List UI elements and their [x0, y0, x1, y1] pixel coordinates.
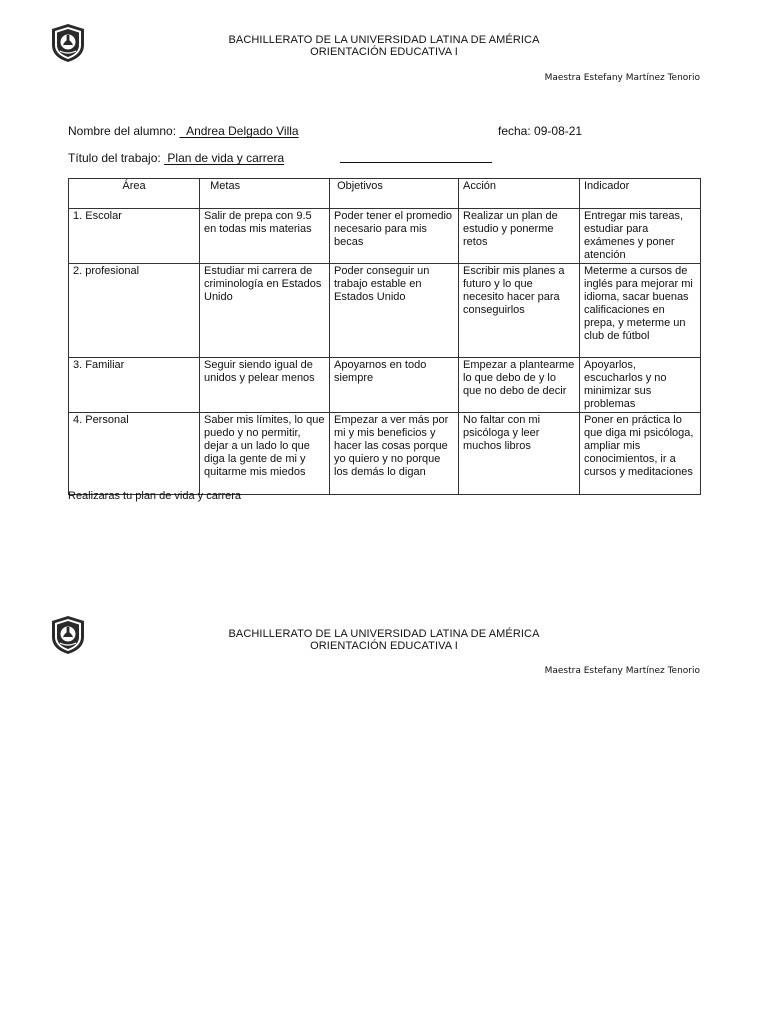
table-cell: Seguir siendo igual de unidos y pelear menos [200, 358, 330, 413]
table-cell: Escribir mis planes a futuro y lo que necesito hacer para conseguirlos [459, 264, 580, 358]
school-title: BACHILLERATO DE LA UNIVERSIDAD LATINA DE AMÉRICA [228, 628, 540, 640]
header-accion: Acción [459, 179, 580, 209]
header-indicador: Indicador [580, 179, 701, 209]
table-cell: 1. Escolar [69, 209, 200, 264]
work-title-label: Título del trabajo: [68, 151, 161, 165]
table-cell: Meterme a cursos de inglés para mejorar mi idioma, sacar buenas calificaciones en prepa, y meterme un club de fútbol [580, 264, 701, 358]
student-name-value: Andrea Delgado Villa [186, 124, 299, 138]
teacher-name: Maestra Estefany Martínez Tenorio [544, 73, 700, 83]
table-cell: Empezar a ver más por mi y mis beneficios y hacer las cosas porque yo quiero y no porque los demás lo digan [330, 413, 459, 495]
table-cell: Salir de prepa con 9.5 en todas mis materias [200, 209, 330, 264]
table-cell: Poder tener el promedio necesario para mis becas [330, 209, 459, 264]
course-subtitle: ORIENTACIÓN EDUCATIVA I [310, 640, 458, 652]
teacher-name: Maestra Estefany Martínez Tenorio [544, 666, 700, 676]
header-objetivos: Objetivos [330, 179, 459, 209]
table-row [69, 209, 701, 264]
work-title-value: Plan de vida y carrera [167, 151, 285, 165]
footnote-instruction: Realizaras tu plan de vida y carrera [68, 490, 242, 502]
date-value: 09-08-21 [534, 124, 583, 138]
table-cell: Empezar a plantearme lo que debo de y lo que no debo de decir [459, 358, 580, 413]
table-cell: Realizar un plan de estudio y ponerme retos [459, 209, 580, 264]
date-field [498, 124, 582, 138]
header-area: Área [69, 179, 200, 209]
header-metas: Metas [200, 179, 330, 209]
table-row [69, 264, 701, 358]
table-cell: 4. Personal [69, 413, 200, 495]
table-row [69, 413, 701, 495]
table-cell: Entregar mis tareas, estudiar para exámenes y poner atención [580, 209, 701, 264]
course-subtitle: ORIENTACIÓN EDUCATIVA I [310, 46, 458, 58]
table-cell: Apoyarlos, escucharlos y no minimizar sus problemas [580, 358, 701, 413]
table-cell: Poder conseguir un trabajo estable en Estados Unido [330, 264, 459, 358]
date-label: fecha: [498, 124, 531, 138]
life-plan-table [68, 178, 701, 495]
table-cell: Apoyarnos en todo siempre [330, 358, 459, 413]
student-name-field [68, 124, 359, 138]
page-2 [0, 512, 768, 1024]
work-title-field [68, 151, 344, 165]
table-row [69, 358, 701, 413]
table-cell: 2. profesional [69, 264, 200, 358]
school-title: BACHILLERATO DE LA UNIVERSIDAD LATINA DE AMÉRICA [228, 34, 540, 46]
table-cell: Poner en práctica lo que diga mi psicóloga, ampliar mis conocimientos, ir a cursos y meditaciones [580, 413, 701, 495]
table-cell: Estudiar mi carrera de criminología en Estados Unido [200, 264, 330, 358]
table-cell: No faltar con mi psicóloga y leer muchos libros [459, 413, 580, 495]
table-header-row [69, 179, 701, 209]
work-title-blank-line [340, 162, 492, 163]
student-name-label: Nombre del alumno: [68, 124, 177, 138]
table-cell: 3. Familiar [69, 358, 200, 413]
table-cell: Saber mis límites, lo que puedo y no permitir, dejar a un lado lo que diga la gente de mi y quitarme mis miedos [200, 413, 330, 495]
